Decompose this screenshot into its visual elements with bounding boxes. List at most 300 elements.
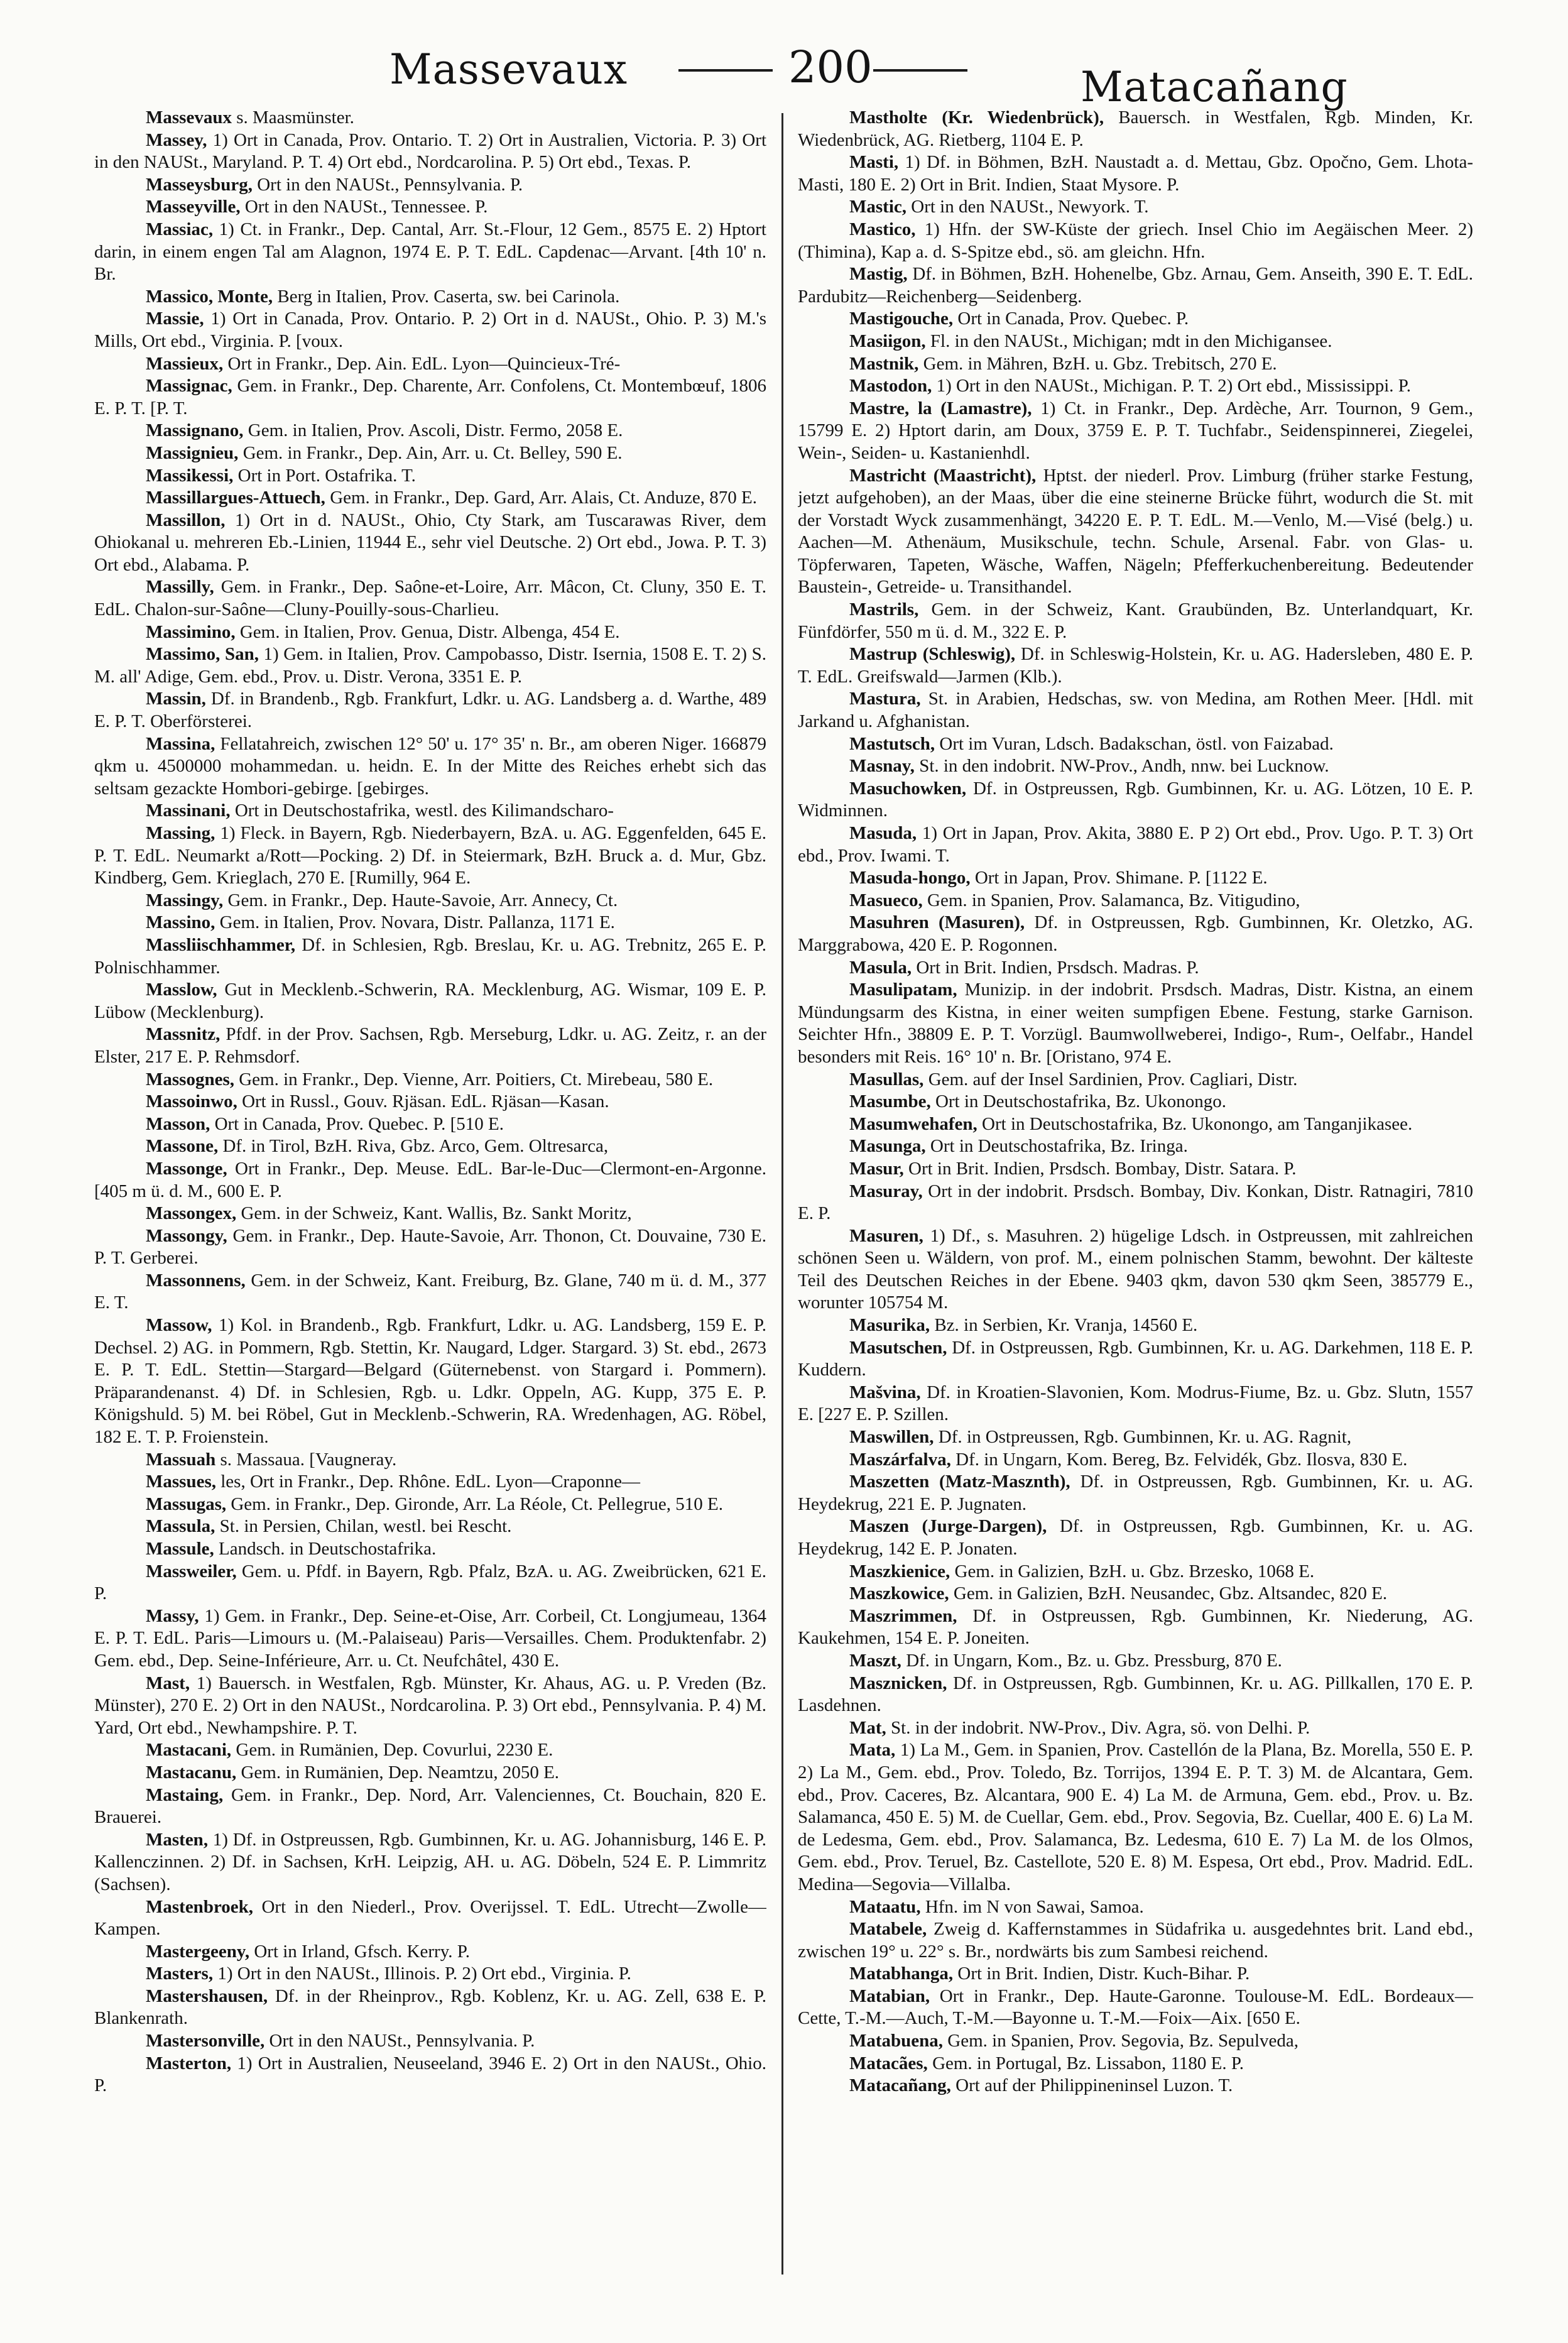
gazetteer-entry	[798, 1135, 1473, 1158]
entry-headword: Massule,	[146, 1539, 214, 1559]
gazetteer-entry	[94, 1225, 766, 1270]
entry-headword: Massonnens,	[146, 1270, 246, 1291]
entry-text: St. in Persien, Chilan, westl. bei Rescht.	[215, 1516, 512, 1537]
entry-headword: Massina,	[146, 733, 215, 754]
entry-headword: Maszrimmen,	[849, 1605, 957, 1626]
entry-text: Ort in den NAUSt., Pennsylvania. P.	[264, 2031, 535, 2051]
gazetteer-entry	[94, 1203, 766, 1225]
entry-headword: Mast,	[146, 1673, 190, 1693]
entry-text: Df. in Ostpreussen, Rgb. Gumbinnen, Kr. u. AG. Lötzen, 10 E. P. Widminnen.	[798, 778, 1473, 821]
entry-headword: Massues,	[146, 1472, 216, 1492]
entry-text: Gem. in der Schweiz, Kant. Graubünden, Bz. Unterlandquart, Kr. Fünfdörfer, 550 m ü. d. M., 322 E. P.	[798, 599, 1473, 642]
gazetteer-entry	[94, 1024, 766, 1068]
entry-text: Ort in den NAUSt., Pennsylvania. P.	[252, 174, 523, 195]
gazetteer-entry	[94, 1605, 766, 1673]
entry-headword: Massimino,	[146, 621, 236, 642]
entry-headword: Matabian,	[849, 1985, 930, 2006]
gazetteer-entry	[94, 420, 766, 442]
entry-text: Df. in Ostpreussen, Rgb. Gumbinnen, Kr. u. AG. Heydekrug, 142 E. P. Jonaten.	[798, 1516, 1473, 1559]
gazetteer-entry	[798, 1985, 1473, 2030]
gazetteer-entry	[94, 733, 766, 800]
entry-text: Df. in Ungarn, Kom. Bereg, Bz. Felvidék, Gbz. Ilosva, 830 E.	[950, 1449, 1408, 1470]
entry-headword: Massugas,	[146, 1494, 227, 1514]
entry-text: Gem. in Portugal, Bz. Lissabon, 1180 E. P.	[927, 2053, 1244, 2073]
gazetteer-entry	[94, 1113, 766, 1136]
gazetteer-entry	[94, 1896, 766, 1941]
gazetteer-entry	[94, 174, 766, 197]
entry-headword: Massone,	[146, 1136, 219, 1157]
entry-headword: Massikessi,	[146, 465, 234, 486]
entry-text: Gem. in Galizien, BzH. Neusandec, Gbz. Altsandec, 820 E.	[949, 1583, 1388, 1604]
gazetteer-entry	[94, 576, 766, 621]
entry-headword: Massongy,	[146, 1225, 227, 1246]
gazetteer-entry	[798, 1963, 1473, 1985]
gazetteer-entry	[94, 510, 766, 577]
entry-headword: Massey,	[146, 129, 207, 150]
entry-text: Gem. in Italien, Prov. Genua, Distr. Albenga, 454 E.	[235, 621, 620, 642]
gazetteer-entry	[798, 912, 1473, 956]
entry-text: Ort in der indobrit. Prsdsch. Bombay, Div. Konkan, Distr. Ratnagiri, 7810 E. P.	[798, 1181, 1473, 1224]
gazetteer-entry	[94, 196, 766, 219]
gazetteer-entry	[798, 1673, 1473, 1717]
entry-headword: Mastrup (Schleswig),	[849, 644, 1016, 665]
entry-text: Gem. in Frankr., Dep. Nord, Arr. Valenciennes, Ct. Bouchain, 820 E. Brauerei.	[94, 1784, 766, 1828]
entry-headword: Mastura,	[849, 689, 921, 709]
gazetteer-entry	[798, 196, 1473, 219]
entry-headword: Masiigon,	[849, 330, 926, 351]
entry-headword: Mastrils,	[849, 599, 919, 620]
gazetteer-entry	[798, 1583, 1473, 1605]
entry-headword: Massignieu,	[146, 442, 239, 463]
entry-headword: Masuhren (Masuren),	[849, 912, 1025, 933]
entry-headword: Masten,	[146, 1829, 209, 1850]
gazetteer-entry	[94, 1135, 766, 1158]
entry-text: Ort in Irland, Gfsch. Kerry. P.	[249, 1941, 470, 1962]
entry-headword: Masnay,	[849, 756, 915, 777]
gazetteer-entry	[798, 599, 1473, 643]
gazetteer-entry	[798, 2053, 1473, 2075]
gazetteer-entry	[94, 1538, 766, 1561]
gazetteer-entry	[94, 1762, 766, 1784]
entry-text: Ort in Brit. Indien, Prsdsch. Bombay, Distr. Satara. P.	[903, 1158, 1297, 1179]
entry-text: Df. in Ostpreussen, Rgb. Gumbinnen, Kr. Niederung, AG. Kaukehmen, 154 E. P. Joneiten.	[798, 1605, 1473, 1649]
gazetteer-entry	[94, 1449, 766, 1472]
entry-text: Gem. in Spanien, Prov. Salamanca, Bz. Vitigudino,	[922, 890, 1300, 910]
entry-text: Ort in den Niederl., Prov. Overijssel. T. EdL. Utrecht—Zwolle—Kampen.	[94, 1896, 766, 1940]
gazetteer-entry	[94, 1784, 766, 1829]
entry-text: Gem. in Frankr., Dep. Gard, Arr. Alais, Ct. Anduze, 870 E.	[325, 488, 757, 508]
gazetteer-entry	[94, 1270, 766, 1314]
gazetteer-entry	[798, 1516, 1473, 1560]
entry-text: Gem. in Frankr., Dep. Haute-Savoie, Arr. Thonon, Ct. Douvaine, 730 E. P. T. Gerberei.	[94, 1225, 766, 1269]
gazetteer-entry	[798, 643, 1473, 688]
entry-text: Ort in Frankr., Dep. Ain. EdL. Lyon—Quincieux-Tré-	[223, 353, 621, 374]
entry-headword: Massuah	[146, 1449, 216, 1470]
entry-headword: Massognes,	[146, 1069, 234, 1090]
gazetteer-entry	[94, 129, 766, 174]
entry-text: Landsch. in Deutschostafrika.	[214, 1539, 437, 1559]
entry-headword: Mastic,	[849, 197, 906, 217]
gazetteer-entry	[94, 1673, 766, 1740]
entry-headword: Massimo, San,	[146, 644, 259, 665]
entry-text: Df. in Ostpreussen, Rgb. Gumbinnen, Kr. u. AG. Darkehmen, 118 E. P. Kuddern.	[798, 1337, 1473, 1380]
gazetteer-entry	[94, 375, 766, 420]
entry-headword: Masutschen,	[849, 1337, 947, 1358]
entry-headword: Masuda-hongo,	[849, 868, 971, 888]
entry-headword: Massieux,	[146, 353, 224, 374]
entry-headword: Maszetten (Matz-Masznth),	[849, 1472, 1070, 1492]
entry-headword: Mastricht (Maastricht),	[849, 465, 1037, 486]
gazetteer-entry	[798, 219, 1473, 263]
entry-text: Ort in Canada, Prov. Quebec. P. [510 E.	[210, 1113, 504, 1134]
entry-headword: Mastutsch,	[849, 733, 935, 754]
gazetteer-entry	[94, 912, 766, 934]
entry-headword: Massevaux	[146, 107, 232, 128]
gazetteer-entry	[798, 1158, 1473, 1181]
entry-text: 1) Ort in den NAUSt., Michigan. P. T. 2) Ort ebd., Mississippi. P.	[932, 376, 1411, 396]
entry-headword: Massonge,	[146, 1158, 227, 1179]
gazetteer-entry	[798, 1314, 1473, 1337]
gazetteer-entry	[94, 643, 766, 688]
header-dash-right	[873, 69, 967, 72]
entry-text: Ort in Russl., Gouv. Rjäsan. EdL. Rjäsan—Kasan.	[237, 1091, 609, 1112]
gazetteer-entry	[798, 890, 1473, 912]
gazetteer-entry	[94, 2053, 766, 2097]
entry-text: 1) Df., s. Masuhren. 2) hügelige Ldsch. in Ostpreussen, mit zahlreichen schönen Seen u. Wäldern, von prof. M., einem polnischen Stamm, bewohnt. Der kälteste Teil des Deutschen Reiches in der Ebene. 9403 qkm, davon 530 qkm Seen, 385779 E., worunter 105754 M.	[798, 1225, 1473, 1313]
gazetteer-entry	[798, 822, 1473, 867]
gazetteer-entry	[94, 1069, 766, 1091]
entry-text: Df. in Brandenb., Rgb. Frankfurt, Ldkr. u. AG. Landsberg a. d. Warthe, 489 E. P. T. Oberförsterei.	[94, 689, 766, 732]
entry-headword: Massula,	[146, 1516, 215, 1537]
gazetteer-entry	[94, 219, 766, 286]
gazetteer-entry	[94, 1471, 766, 1494]
gazetteer-entry	[798, 1605, 1473, 1650]
entry-headword: Massin,	[146, 689, 206, 709]
entry-headword: Mašvina,	[849, 1382, 921, 1402]
entry-text: Ort in Deutschostafrika, Bz. Iringa.	[925, 1136, 1188, 1157]
gazetteer-entry	[94, 2030, 766, 2053]
entry-text: Ort in den NAUSt., Newyork. T.	[906, 197, 1149, 217]
header-dash-left	[678, 69, 773, 72]
entry-text: Zweig d. Kaffernstammes in Südafrika u. ausgedehntes brit. Land ebd., zwischen 19° u. 22° s. Br., nordwärts bis zum Sambesi reichend.	[798, 1919, 1473, 1962]
entry-headword: Maswillen,	[849, 1427, 934, 1448]
entry-headword: Massiac,	[146, 219, 214, 239]
gazetteer-entry	[798, 1225, 1473, 1314]
entry-headword: Mastre, la (Lamastre),	[849, 398, 1032, 418]
entry-headword: Maszárfalva,	[849, 1449, 951, 1470]
gazetteer-entry	[798, 398, 1473, 465]
entry-text: 1) Gem. in Italien, Prov. Campobasso, Distr. Isernia, 1508 E. T. 2) S. M. all' Adige, Gem. ebd., Prov. u. Distr. Verona, 3351 E. P.	[94, 644, 766, 687]
entry-text: 1) Gem. in Frankr., Dep. Seine-et-Oise, Arr. Corbeil, Ct. Longjumeau, 1364 E. P. T. EdL. Paris—Limours u. (M.-Palaiseau) Paris—Versailles. Chem. Produktenfabr. 2) Gem. ebd., Dep. Seine-Inférieure, Arr. u. Ct. Neufchâtel, 430 E.	[94, 1605, 766, 1671]
entry-text: 1) Ort in den NAUSt., Illinois. P. 2) Ort ebd., Virginia. P.	[213, 1963, 631, 1984]
gazetteer-entry	[94, 1941, 766, 1963]
entry-text: 1) Kol. in Brandenb., Rgb. Frankfurt, Ldkr. u. AG. Landsberg, 159 E. P. Dechsel. 2) AG. in Pommern, Rgb. Stettin, Kr. Naugard, Ldger. Stargard. 3) St. ebd., 2673 E. P. T. EdL. Stettin—Stargard—Belgard (Güternebenst. von Stargard i. Pommern). Präparandenanst. 4) Df. in Schlesien, Rgb. u. Ldkr. Oppeln, AG. Kupp, 375 E. P. Königshuld. 5) M. bei Röbel, Gut in Mecklenb.-Schwerin, RA. Wredenhagen, AG. Röbel, 182 E. T. P. Froienstein.	[94, 1315, 766, 1448]
entry-headword: Massweiler,	[146, 1561, 237, 1581]
entry-headword: Masson,	[146, 1113, 210, 1134]
gazetteer-entry	[94, 1985, 766, 2030]
entry-text: 1) Ct. in Frankr., Dep. Cantal, Arr. St.-Flour, 12 Gem., 8575 E. 2) Hptort darin, in einem engen Tal am Alagnon, 1974 E. P. T. EdL. Capdenac—Arvant. [4th 10' n. Br.	[94, 219, 766, 285]
gazetteer-entry	[798, 330, 1473, 353]
entry-text: Ort in Deutschostafrika, Bz. Ukonongo.	[930, 1091, 1227, 1112]
entry-text: Gem. in Rumänien, Dep. Neamtzu, 2050 E.	[236, 1762, 560, 1783]
entry-text: Gem. in Frankr., Dep. Vienne, Arr. Poitiers, Ct. Mirebeau, 580 E.	[234, 1069, 714, 1090]
gazetteer-entry	[94, 1314, 766, 1449]
entry-text: Df. in Ostpreussen, Rgb. Gumbinnen, Kr. u. AG. Ragnit,	[934, 1427, 1352, 1448]
gazetteer-entry	[798, 733, 1473, 756]
entry-headword: Masznicken,	[849, 1673, 947, 1693]
entry-text: Ort in Brit. Indien, Prsdsch. Madras. P.	[912, 957, 1199, 978]
gazetteer-entry	[94, 286, 766, 309]
entry-headword: Mastnik,	[849, 353, 919, 374]
entry-text: Gem. in Frankr., Dep. Haute-Savoie, Arr. Annecy, Ct.	[223, 890, 618, 910]
gazetteer-entry	[798, 1561, 1473, 1583]
entry-headword: Massico, Monte,	[146, 286, 273, 307]
right-column	[798, 107, 1473, 2318]
gazetteer-entry	[798, 1426, 1473, 1449]
entry-headword: Masuchowken,	[849, 778, 967, 799]
entry-text: St. in den indobrit. NW-Prov., Andh, nnw. bei Lucknow.	[914, 756, 1329, 777]
gazetteer-entry	[798, 353, 1473, 376]
left-column	[94, 107, 766, 2318]
entry-text: Gem. in Spanien, Prov. Segovia, Bz. Sepulveda,	[943, 2031, 1298, 2051]
gazetteer-entry	[94, 800, 766, 822]
gazetteer-entry	[94, 442, 766, 465]
entry-text: Berg in Italien, Prov. Caserta, sw. bei Carinola.	[273, 286, 620, 307]
gazetteer-entry	[94, 1091, 766, 1113]
gazetteer-entry	[798, 465, 1473, 599]
entry-headword: Mastergeeny,	[146, 1941, 250, 1962]
entry-text: Gem. in Frankr., Dep. Ain, Arr. u. Ct. Belley, 590 E.	[238, 442, 623, 463]
entry-headword: Massoinwo,	[146, 1091, 237, 1112]
gazetteer-entry	[94, 1829, 766, 1896]
entry-text: 1) Ort in Australien, Neuseeland, 3946 E. 2) Ort in den NAUSt., Ohio. P.	[94, 2053, 766, 2096]
entry-headword: Mataatu,	[849, 1896, 921, 1917]
entry-headword: Massing,	[146, 823, 215, 843]
entry-text: 1) Bauersch. in Westfalen, Rgb. Münster, Kr. Ahaus, AG. u. P. Vreden (Bz. Münster), 270 E. 2) Ort in den NAUSt., Nordcarolina. P. 3) Ort ebd., Pennsylvania. P. 4) M. Yard, Ort ebd., Newhampshire. P. T.	[94, 1673, 766, 1738]
entry-headword: Masullas,	[849, 1069, 924, 1090]
gazetteer-entry	[798, 263, 1473, 308]
gazetteer-entry	[798, 1382, 1473, 1426]
entry-headword: Mastacanu,	[146, 1762, 237, 1783]
entry-headword: Masumwehafen,	[849, 1113, 977, 1134]
gazetteer-entry	[798, 151, 1473, 196]
entry-headword: Mat,	[849, 1717, 886, 1738]
entry-text: Ort in Deutschostafrika, westl. des Kilimandscharo-	[230, 800, 614, 821]
gazetteer-entry	[798, 1471, 1473, 1516]
entry-text: Munizip. in der indobrit. Prsdsch. Madras, Distr. Kistna, an einem Mündungsarm des Kistna, in einer weiten sumpfigen Ebene. Festung, starke Garnison. Seichter Hfn., 38809 E. P. T. Vorzügl. Baumwollweberei, Indigo-, Rum-, Oelfabr., Handel besonders mit Reis. 16° 10' n. Br. [Oristano, 974 E.	[798, 980, 1473, 1067]
gazetteer-entry	[798, 1650, 1473, 1673]
gazetteer-entry	[94, 688, 766, 733]
gazetteer-entry	[798, 107, 1473, 151]
entry-text: les, Ort in Frankr., Dep. Rhône. EdL. Lyon—Craponne—	[215, 1472, 640, 1492]
entry-text: Ort auf der Philippineninsel Luzon. T.	[950, 2075, 1233, 2096]
page-number: 200	[788, 41, 873, 93]
entry-headword: Massignac,	[146, 376, 232, 396]
gazetteer-entry	[798, 375, 1473, 398]
entry-headword: Matabuena,	[849, 2031, 944, 2051]
gazetteer-entry	[798, 2075, 1473, 2097]
entry-headword: Massino,	[146, 912, 215, 933]
entry-headword: Massignano,	[146, 420, 244, 441]
entry-headword: Masuda,	[849, 823, 917, 843]
entry-text: Ort in Port. Ostafrika. T.	[233, 465, 416, 486]
gazetteer-entry	[94, 308, 766, 352]
entry-text: Fellatahreich, zwischen 12° 50' u. 17° 35' n. Br., am oberen Niger. 166879 qkm u. 4500000 mohammedan. u. heidn. E. In der Mitte des Reiches erhebt sich das seltsam gezackte Hombori-gebirge. [gebirges.	[94, 733, 766, 799]
entry-text: 1) Df. in Ostpreussen, Rgb. Gumbinnen, Kr. u. AG. Johannisburg, 146 E. P. Kallenczinnen. 2) Df. in Sachsen, KrH. Leipzig, AH. u. AG. Döbeln, 524 E. P. Limmritz (Sachsen).	[94, 1829, 766, 1894]
entry-headword: Mata,	[849, 1740, 896, 1761]
entry-text: Df. in Ostpreussen, Rgb. Gumbinnen, Kr. u. AG. Pillkallen, 170 E. P. Lasdehnen.	[798, 1673, 1473, 1716]
gazetteer-entry	[94, 107, 766, 129]
entry-text: Hptst. der niederl. Prov. Limburg (früher starke Festung, jetzt aufgehoben), an der Maas, über die eine steinerne Brücke führt, wodurch die St. mit der Vorstadt Wyck zusammenhängt, 34220 E. P. T. EdL. M.—Venlo, M.—Visé (belg.) u. Aachen—M. Athenäum, Musikschule, techn. Schule, Arsenal. Fabr. von Glas- u. Töpferwaren, Tapeten, Wäsche, Waffen, Nägeln; Pfefferkuchenbereitung. Bedeutender Baustein-, Getreide- u. Transithandel.	[798, 465, 1473, 598]
entry-headword: Mastico,	[849, 219, 916, 239]
gazetteer-entry	[94, 979, 766, 1024]
entry-headword: Masslow,	[146, 980, 217, 1000]
entry-text: Gem. in der Schweiz, Kant. Freiburg, Bz. Glane, 740 m ü. d. M., 377 E. T.	[94, 1270, 766, 1313]
entry-text: Fl. in den NAUSt., Michigan; mdt in den Michigansee.	[925, 330, 1332, 351]
entry-headword: Mastacani,	[146, 1740, 232, 1761]
entry-text: Ort in Japan, Prov. Shimane. P. [1122 E.	[970, 868, 1268, 888]
entry-headword: Masueco,	[849, 890, 923, 910]
entry-text: Df. in Tirol, BzH. Riva, Gbz. Arco, Gem. Oltresarca,	[218, 1136, 609, 1157]
entry-headword: Masumbe,	[849, 1091, 931, 1112]
gazetteer-entry	[798, 867, 1473, 890]
entry-text: Gem. in Frankr., Dep. Charente, Arr. Confolens, Ct. Montembœuf, 1806 E. P. T. [P. T.	[94, 376, 766, 418]
entry-headword: Masti,	[849, 152, 899, 173]
gazetteer-entry	[94, 1963, 766, 1985]
gazetteer-entry	[798, 1896, 1473, 1919]
entry-text: 1) La M., Gem. in Spanien, Prov. Castellón de la Plana, Bz. Morella, 550 E. P. 2) La M., Gem. ebd., Prov. Toledo, Bz. Torrijos, 1394 E. P. T. 3) M. de Alcantara, Gem. ebd., Prov. Caceres, Bz. Alcantara, 900 E. 4) La M. de Armuna, Gem. ebd., Prov. u. Bz. Salamanca, 450 E. 5) M. de Cuellar, Gem. ebd., Prov. Segovia, Bz. Cuellar, 400 E. 6) La M. de Ledesma, Gem. ebd., Prov. Salamanca, Bz. Ledesma, 610 E. 7) La M. de los Olmos, Gem. ebd., Prov. Teruel, Bz. Castellote, 520 E. 8) M. Espesa, Ort ebd., Prov. Madrid. EdL. Medina—Segovia—Villalba.	[798, 1740, 1473, 1894]
entry-headword: Massnitz,	[146, 1024, 220, 1045]
entry-headword: Massinani,	[146, 800, 231, 821]
entry-text: Ort in Frankr., Dep. Meuse. EdL. Bar-le-Duc—Clermont-en-Argonne. [405 m ü. d. M., 600 E. P.	[94, 1158, 766, 1201]
entry-headword: Mastigouche,	[849, 309, 954, 329]
entry-text: Ort in Canada, Prov. Quebec. P.	[953, 309, 1189, 329]
entry-text: s. Massaua. [Vaugneray.	[215, 1449, 397, 1470]
gazetteer-entry	[798, 1449, 1473, 1472]
gazetteer-entry	[798, 1091, 1473, 1113]
entry-text: Gem. in Galizien, BzH. u. Gbz. Brzesko, 1068 E.	[950, 1561, 1315, 1581]
entry-headword: Massilly,	[146, 577, 214, 598]
gazetteer-entry	[94, 465, 766, 488]
entry-text: Ort in Deutschostafrika, Bz. Ukonongo, am Tanganjikasee.	[977, 1113, 1413, 1134]
entry-headword: Massow,	[146, 1315, 212, 1336]
gazetteer-entry	[798, 1739, 1473, 1896]
entry-text: Df. in Böhmen, BzH. Hohenelbe, Gbz. Arnau, Gem. Anseith, 390 E. T. EdL. Pardubitz—Reichenberg—Seidenberg.	[798, 264, 1473, 307]
entry-text: 1) Ort in d. NAUSt., Ohio, Cty Stark, am Tuscarawas River, dem Ohiokanal u. mehreren Eb.-Linien, 11944 E., sehr viel Deutsche. 2) Ort ebd., Jowa. P. T. 3) Ort ebd., Alabama. P.	[94, 510, 766, 575]
gazetteer-entry	[798, 308, 1473, 330]
entry-text: Gem. in Mähren, BzH. u. Gbz. Trebitsch, 270 E.	[918, 353, 1277, 374]
entry-headword: Matacañang,	[849, 2075, 951, 2096]
entry-text: 1) Ct. in Frankr., Dep. Ardèche, Arr. Tournon, 9 Gem., 15799 E. 2) Hptort darin, am Doux, 3759 E. P. T. Tuchfabr., Seidenspinnerei, Ziegelei, Wein-, Seiden- u. Kastanienhdl.	[798, 398, 1473, 463]
gazetteer-entry	[798, 2030, 1473, 2053]
entry-headword: Maszkienice,	[849, 1561, 950, 1581]
entry-text: Df. in der Rheinprov., Rgb. Koblenz, Kr. u. AG. Zell, 638 E. P. Blankenrath.	[94, 1985, 766, 2029]
column-divider	[781, 113, 783, 2275]
entry-text: Gem. in der Schweiz, Kant. Wallis, Bz. Sankt Moritz,	[236, 1203, 632, 1224]
gazetteer-entry	[798, 1918, 1473, 1963]
entry-text: St. in Arabien, Hedschas, sw. von Medina, am Rothen Meer. [Hdl. mit Jarkand u. Afghanistan.	[798, 689, 1473, 732]
gazetteer-entry	[94, 890, 766, 912]
entry-text: Gem. u. Pfdf. in Bayern, Rgb. Pfalz, BzA. u. AG. Zweibrücken, 621 E. P.	[94, 1561, 766, 1604]
entry-headword: Masuray,	[849, 1181, 923, 1201]
entry-headword: Masurika,	[849, 1315, 930, 1336]
entry-text: 1) Hfn. der SW-Küste der griech. Insel Chio im Aegäischen Meer. 2) (Thimina), Kap a. d. S-Spitze ebd., sö. am gleichn. Hfn.	[798, 219, 1473, 262]
entry-text: Ort in Brit. Indien, Distr. Kuch-Bihar. P.	[953, 1963, 1250, 1984]
gazetteer-entry	[94, 822, 766, 890]
entry-headword: Maszkowice,	[849, 1583, 949, 1604]
entry-headword: Masuren,	[849, 1225, 923, 1246]
entry-headword: Masulipatam,	[849, 980, 957, 1000]
entry-text: Hfn. im N von Sawai, Samoa.	[920, 1896, 1144, 1917]
entry-text: St. in der indobrit. NW-Prov., Div. Agra, sö. von Delhi. P.	[886, 1717, 1310, 1738]
gazetteer-entry	[798, 1113, 1473, 1136]
gazetteer-entry	[94, 621, 766, 644]
gazetteer-entry	[94, 1158, 766, 1203]
entry-headword: Masseysburg,	[146, 174, 253, 195]
entry-headword: Masseyville,	[146, 197, 241, 217]
page-header	[0, 38, 1568, 111]
entry-text: 1) Ort in Canada, Prov. Ontario. T. 2) Ort in Australien, Victoria. P. 3) Ort in den NAUSt., Maryland. P. T. 4) Ort ebd., Nordcarolina. P. 5) Ort ebd., Texas. P.	[94, 129, 766, 173]
entry-headword: Maszen (Jurge-Dargen),	[849, 1516, 1047, 1537]
entry-headword: Massongex,	[146, 1203, 237, 1224]
entry-headword: Mastig,	[849, 264, 908, 285]
entry-text: s. Maasmünster.	[231, 107, 354, 128]
entry-text: 1) Df. in Böhmen, BzH. Naustadt a. d. Mettau, Gbz. Opočno, Gem. Lhota-Masti, 180 E. 2) Ort in Brit. Indien, Staat Mysore. P.	[798, 152, 1473, 195]
entry-text: Df. in Ostpreussen, Rgb. Gumbinnen, Kr. u. AG. Heydekrug, 221 E. P. Jugnaten.	[798, 1472, 1473, 1514]
gazetteer-entry	[94, 1739, 766, 1762]
entry-headword: Mastholte (Kr. Wiedenbrück),	[849, 107, 1104, 128]
gazetteer-entry	[798, 688, 1473, 733]
entry-text: Gut in Mecklenb.-Schwerin, RA. Mecklenburg, AG. Wismar, 109 E. P. Lübow (Mecklenburg).	[94, 980, 766, 1022]
entry-headword: Mastershausen,	[146, 1985, 268, 2006]
entry-text: Pfdf. in der Prov. Sachsen, Rgb. Merseburg, Ldkr. u. AG. Zeitz, r. an der Elster, 217 E. P. Rehmsdorf.	[94, 1024, 766, 1067]
entry-headword: Masunga,	[849, 1136, 926, 1157]
entry-headword: Matacães,	[849, 2053, 928, 2073]
entry-text: Gem. in Frankr., Dep. Saône-et-Loire, Arr. Mâcon, Ct. Cluny, 350 E. T. EdL. Chalon-sur-Saône—Cluny-Pouilly-sous-Charlieu.	[94, 577, 766, 620]
entry-text: Df. in Kroatien-Slavonien, Kom. Modrus-Fiume, Bz. u. Gbz. Slutn, 1557 E. [227 E. P. Szillen.	[798, 1382, 1473, 1425]
entry-text: Ort in den NAUSt., Tennessee. P.	[240, 197, 488, 217]
entry-headword: Massillargues-Attuech,	[146, 488, 325, 508]
gazetteer-entry	[798, 1181, 1473, 1225]
gazetteer-entry	[798, 1069, 1473, 1091]
gazetteer-entry	[798, 957, 1473, 980]
entry-headword: Masula,	[849, 957, 912, 978]
entry-text: Gem. in Frankr., Dep. Gironde, Arr. La Réole, Ct. Pellegrue, 510 E.	[226, 1494, 724, 1514]
header-first-headword: Massevaux	[389, 45, 628, 94]
entry-text: Bz. in Serbien, Kr. Vranja, 14560 E.	[930, 1315, 1198, 1336]
entry-text: Df. in Schlesien, Rgb. Breslau, Kr. u. AG. Trebnitz, 265 E. P. Polnischhammer.	[94, 934, 766, 978]
entry-headword: Matabhanga,	[849, 1963, 954, 1984]
gazetteer-entry	[94, 1561, 766, 1605]
entry-headword: Mastodon,	[849, 376, 932, 396]
entry-text: Ort in Frankr., Dep. Haute-Garonne. Toulouse-M. EdL. Bordeaux—Cette, T.-M.—Auch, T.-M.—Bayonne u. T.-M.—Foix—Aix. [650 E.	[798, 1985, 1473, 2029]
entry-headword: Massie,	[146, 309, 204, 329]
gazetteer-entry	[798, 1717, 1473, 1740]
entry-text: 1) Ort in Japan, Prov. Akita, 3880 E. P 2) Ort ebd., Prov. Ugo. P. T. 3) Ort ebd., Prov. Iwami. T.	[798, 823, 1473, 866]
entry-text: 1) Fleck. in Bayern, Rgb. Niederbayern, BzA. u. AG. Eggenfelden, 645 E. P. T. EdL. Neumarkt a/Rott—Pocking. 2) Df. in Steiermark, BzH. Bruck a. d. Mur, Gbz. Kindberg, Gem. Krieglach, 270 E. [Rumilly, 964 E.	[94, 823, 766, 888]
entry-headword: Masur,	[849, 1158, 904, 1179]
header-last-headword: Matacañang	[1081, 63, 1348, 111]
gazetteer-entry	[94, 353, 766, 376]
gazetteer-entry	[94, 1494, 766, 1516]
gazetteer-entry	[94, 1516, 766, 1538]
entry-headword: Mastersonville,	[146, 2031, 265, 2051]
gazetteer-entry	[798, 755, 1473, 778]
entry-headword: Massliischhammer,	[146, 934, 296, 955]
gazetteer-entry	[94, 934, 766, 979]
entry-text: Gem. in Rumänien, Dep. Covurlui, 2230 E.	[231, 1740, 553, 1761]
gazetteer-entry	[94, 487, 766, 510]
